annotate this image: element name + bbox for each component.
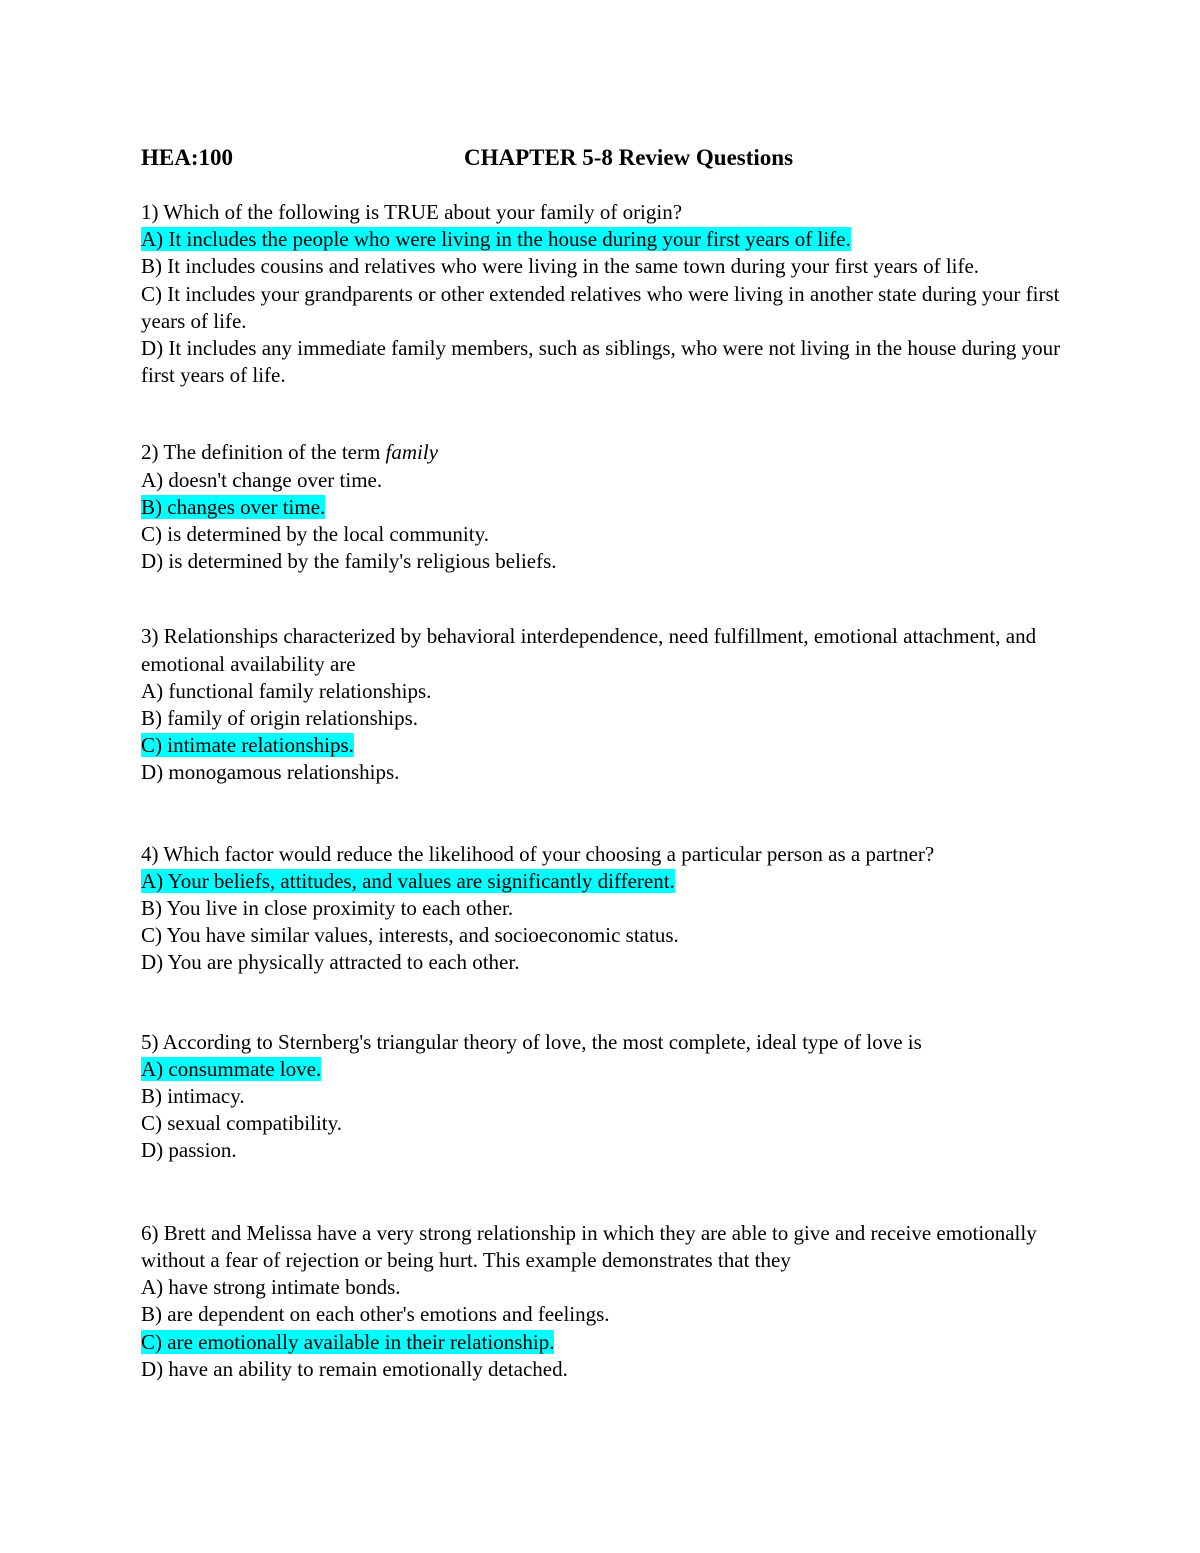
option-d: D) have an ability to remain emotionally detached.: [141, 1356, 568, 1381]
option-c: C) It includes your grandparents or other extended relatives who were living in another state during your first years of life.: [141, 281, 1060, 333]
italic-term: family: [385, 440, 439, 465]
question-stem: 1) Which of the following is TRUE about your family of origin?: [141, 200, 683, 224]
question-2: [141, 439, 1071, 575]
question-4: [141, 841, 1071, 977]
option-d: D) passion.: [141, 1138, 237, 1163]
course-code: HEA:100: [141, 145, 233, 170]
document-page: [141, 140, 1071, 1383]
question-3: [141, 623, 1071, 786]
option-a: [141, 868, 1071, 895]
option-a: A) functional family relationships.: [141, 678, 432, 703]
option-a: [141, 226, 1071, 253]
option-d: D) is determined by the family's religious beliefs.: [141, 549, 557, 574]
option-c: C) is determined by the local community.: [141, 522, 489, 547]
question-stem-text: 2) The definition of the term: [141, 440, 386, 465]
correct-answer-highlight: A) consummate love.: [141, 1056, 322, 1081]
option-b: B) family of origin relationships.: [141, 706, 419, 731]
option-b: B) It includes cousins and relatives who were living in the same town during your first years of life.: [141, 254, 980, 279]
question-stem: 3) Relationships characterized by behavioral interdependence, need fulfillment, emotional attachment, and emotional availability are: [141, 624, 1037, 676]
option-c: C) sexual compatibility.: [141, 1111, 343, 1136]
option-d: D) You are physically attracted to each other.: [141, 950, 520, 975]
question-5: [141, 1029, 1071, 1165]
correct-answer-highlight: B) changes over time.: [141, 494, 326, 519]
option-c: [141, 1329, 1071, 1356]
option-b: B) intimacy.: [141, 1084, 245, 1109]
option-c: [141, 732, 1071, 759]
correct-answer-highlight: C) intimate relationships.: [141, 733, 354, 758]
correct-answer-highlight: A) Your beliefs, attitudes, and values are significantly different.: [141, 868, 675, 893]
option-c: C) You have similar values, interests, and socioeconomic status.: [141, 923, 679, 948]
option-a: [141, 1056, 1071, 1083]
question-stem: [141, 439, 1071, 466]
document-title: CHAPTER 5-8 Review Questions: [464, 145, 794, 170]
question-6: [141, 1220, 1071, 1383]
correct-answer-highlight: C) are emotionally available in their relationship.: [141, 1329, 555, 1354]
question-stem: 4) Which factor would reduce the likelihood of your choosing a particular person as a partner?: [141, 841, 935, 866]
question-stem: 5) According to Sternberg's triangular theory of love, the most complete, ideal type of love is: [141, 1029, 922, 1054]
option-d: D) It includes any immediate family members, such as siblings, who were not living in the house during your first years of life.: [141, 336, 1061, 388]
question-stem: 6) Brett and Melissa have a very strong relationship in which they are able to give and receive emotionally without a fear of rejection or being hurt. This example demonstrates that they: [141, 1220, 1037, 1272]
option-b: B) You live in close proximity to each other.: [141, 896, 514, 921]
option-b: [141, 494, 1071, 521]
option-b: B) are dependent on each other's emotions and feelings.: [141, 1302, 610, 1327]
question-1: [141, 199, 1071, 389]
option-d: D) monogamous relationships.: [141, 760, 400, 785]
document-header: [141, 140, 1071, 176]
option-a: A) have strong intimate bonds.: [141, 1275, 401, 1300]
option-a: A) doesn't change over time.: [141, 467, 383, 492]
correct-answer-highlight: A) It includes the people who were living in the house during your first years of life.: [141, 227, 851, 252]
